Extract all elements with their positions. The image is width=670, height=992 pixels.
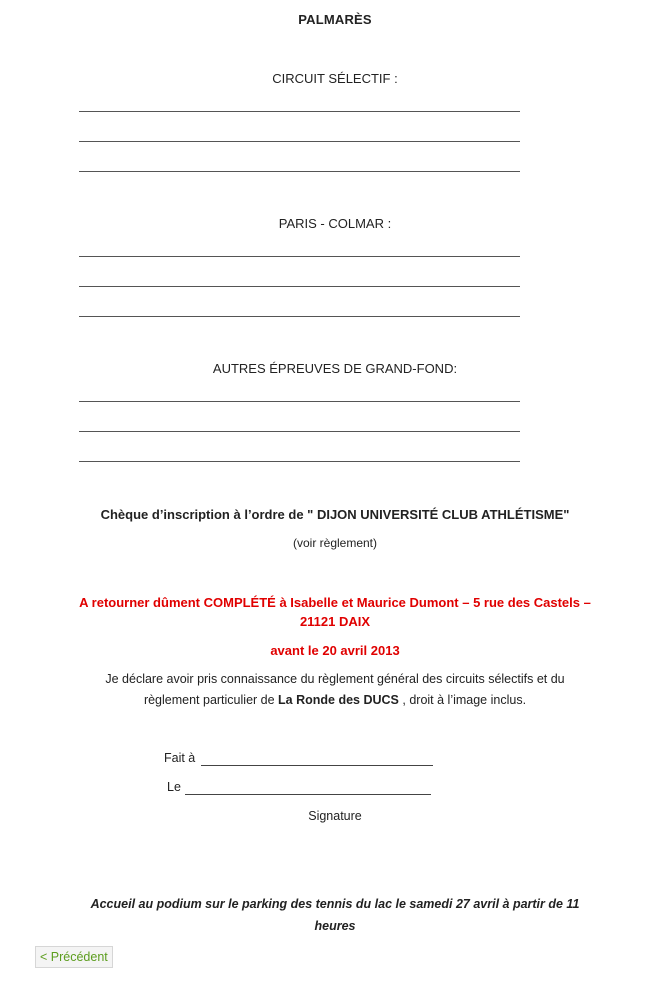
fill-line[interactable]: [79, 316, 520, 317]
cheque-note: (voir règlement): [292, 536, 378, 550]
event-name: La Ronde des DUCS: [278, 693, 399, 707]
fill-line[interactable]: [79, 256, 520, 257]
previous-button[interactable]: < Précédent: [35, 946, 113, 968]
fill-line[interactable]: [79, 286, 520, 287]
return-deadline: avant le 20 avril 2013: [270, 643, 400, 658]
accueil-line1: Accueil au podium sur le parking des tennis du lac le samedi 27 avril à partir de 11: [90, 897, 580, 911]
page-title: PALMARÈS: [298, 12, 372, 27]
fill-line[interactable]: [79, 171, 520, 172]
return-notice-line2: 21121 DAIX: [299, 614, 371, 629]
signature-label: Signature: [308, 809, 362, 823]
return-notice-line1: A retourner dûment COMPLÉTÉ à Isabelle et Maurice Dumont – 5 rue des Castels –: [79, 595, 591, 610]
section-heading-paris-colmar: PARIS - COLMAR :: [278, 216, 392, 231]
le-field[interactable]: [185, 794, 431, 795]
fait-label: Fait à: [164, 751, 196, 765]
le-label: Le: [167, 780, 181, 794]
fill-line[interactable]: [79, 141, 520, 142]
fill-line[interactable]: [79, 431, 520, 432]
declaration-line1: Je déclare avoir pris connaissance du règlement général des circuits sélectifs et du: [105, 672, 565, 686]
declaration-line2: [0, 690, 670, 711]
accueil-line2: heures: [314, 919, 356, 933]
fill-line[interactable]: [79, 401, 520, 402]
cheque-instruction: Chèque d’inscription à l’ordre de " DIJON UNIVERSITÉ CLUB ATHLÉTISME": [100, 507, 570, 522]
fill-line[interactable]: [79, 111, 520, 112]
declaration-line2-suffix: , droit à l’image inclus.: [398, 693, 527, 707]
section-heading-circuit-selectif: CIRCUIT SÉLECTIF :: [272, 71, 398, 86]
fill-line[interactable]: [79, 461, 520, 462]
section-heading-autres-epreuves: AUTRES ÉPREUVES DE GRAND-FOND:: [212, 361, 458, 376]
fait-field[interactable]: [201, 765, 433, 766]
declaration-line2-prefix: règlement particulier de: [143, 693, 279, 707]
